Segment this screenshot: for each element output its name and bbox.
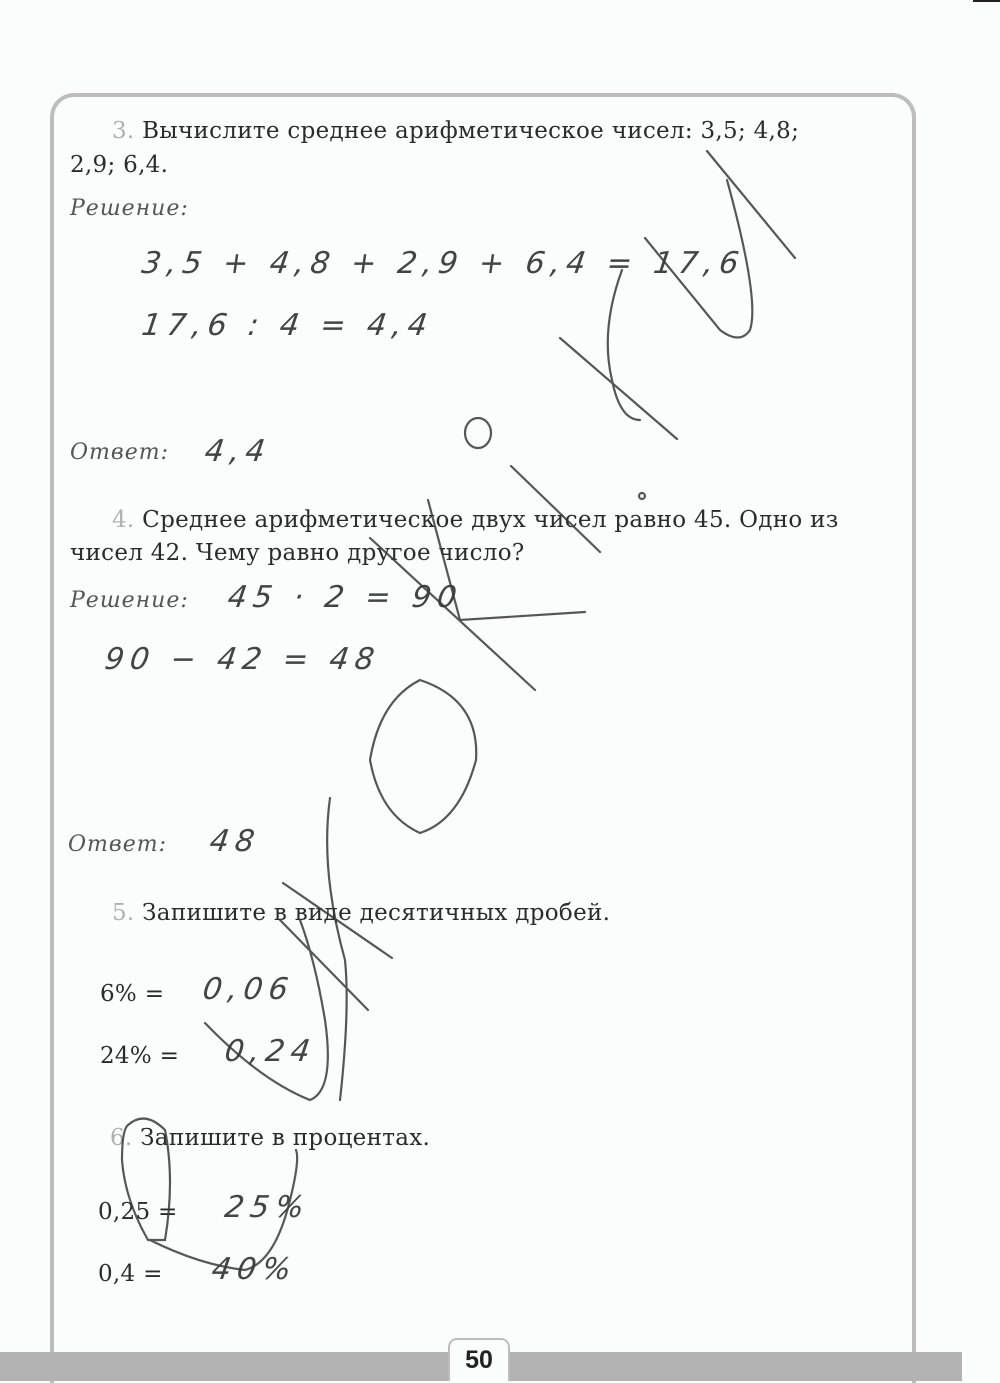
page-frame bbox=[50, 93, 916, 1383]
task-6-row-1-answer: 25% bbox=[222, 1190, 313, 1225]
task-3-solution-label: Решение: bbox=[70, 196, 189, 221]
task-6-row-2-left: 0,4 = bbox=[98, 1261, 163, 1287]
task-3-solution-line-1: 3,5 + 4,8 + 2,9 + 6,4 = 17,6 bbox=[139, 246, 747, 281]
task-3-statement-line1: 3. Вычислите среднее арифметическое чисел: 3,5; 4,8; bbox=[112, 118, 800, 144]
task-6-number: 6. bbox=[110, 1125, 133, 1151]
task-6-row-2-answer: 40% bbox=[209, 1252, 300, 1287]
corner-mark bbox=[973, 0, 1000, 2]
task-4-solution-label: Решение: bbox=[70, 588, 189, 613]
task-5-row-2-left: 24% = bbox=[100, 1043, 180, 1069]
page-number: 50 bbox=[448, 1338, 510, 1381]
task-3-answer: 4,4 bbox=[202, 434, 274, 469]
task-3-answer-label: Ответ: bbox=[70, 440, 169, 465]
task-6-row-1-left: 0,25 = bbox=[98, 1199, 178, 1225]
task-4-statement-line1: 4. Среднее арифметическое двух чисел равно 45. Одно из bbox=[112, 507, 839, 533]
task-3-solution-line-2: 17,6 : 4 = 4,4 bbox=[139, 308, 436, 343]
task-5-statement: 5. Запишите в виде десятичных дробей. bbox=[112, 900, 611, 926]
task-4-number: 4. bbox=[112, 507, 135, 533]
task-5-number: 5. bbox=[112, 900, 135, 926]
task-5-row-1-answer: 0,06 bbox=[200, 972, 297, 1007]
task-6-statement: 6. Запишите в процентах. bbox=[110, 1125, 431, 1151]
task-5-row-1-left: 6% = bbox=[100, 981, 165, 1007]
task-5-row-2-answer: 0,24 bbox=[222, 1034, 319, 1069]
task-3-statement-line2: 2,9; 6,4. bbox=[70, 152, 169, 178]
task-4-solution-line-2: 90 − 42 = 48 bbox=[102, 642, 383, 677]
task-4-statement-line2: чисел 42. Чему равно другое число? bbox=[70, 540, 525, 566]
task-4-solution-line-1: 45 · 2 = 90 bbox=[225, 580, 465, 615]
task-3-number: 3. bbox=[112, 118, 135, 144]
task-4-answer-label: Ответ: bbox=[68, 832, 167, 857]
task-4-answer: 48 bbox=[207, 824, 263, 859]
